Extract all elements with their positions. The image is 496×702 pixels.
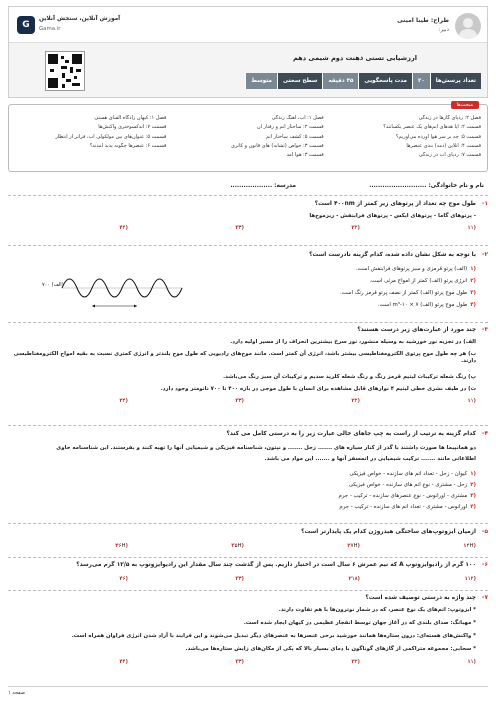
topics-grid	[15, 115, 481, 158]
option-1[interactable]: (۱۱	[467, 225, 476, 231]
divider	[8, 425, 488, 426]
question-text: چند واژه به درستی توصیف شده است؟	[365, 595, 476, 601]
statement-b: ب) هر چه طول موج پرتوی الکترومغناطیسی بیشتر باشد، انرژی آن کمتر است. مانند موج‌های رادیویی که طول موج بلندتر و انرژی کمتری نسبت به بقیه امواج الکترومغناطیسی دارند.	[13, 351, 476, 364]
option-3[interactable]: (۳۳	[235, 398, 244, 404]
option-3[interactable]: (۳۵H	[231, 543, 244, 549]
options-row	[12, 543, 476, 551]
divider	[8, 322, 488, 323]
topic-item: قسمت ۵: عنوان‌های بین مولکولی آب، فراتر از انتظار	[55, 133, 167, 140]
option-2[interactable]: (۲انرژی پرتو (الف) کمتر از امواج مرئی است.	[369, 278, 476, 284]
teacher-label: دبیر:	[438, 27, 449, 33]
brand-name: آموزش آنلاین، سنجش آنلاین	[39, 16, 121, 22]
definition-line: * ایزوتوپ: اتم‌های یک نوع عنصر، که در شمار نوترون‌ها با هم تفاوت دارند.	[278, 607, 476, 613]
topic-item: فصل ۲: ردپای گازها در زندگی	[418, 115, 481, 121]
option-4[interactable]: (۴اورانوس - مشتری - تعداد اتم های سازنده - ترکیب - جرم	[339, 504, 476, 510]
option-4[interactable]: (۴۴	[119, 225, 128, 231]
divider	[8, 557, 488, 558]
divider	[8, 245, 488, 246]
brand-url[interactable]: Gama.ir	[39, 26, 61, 32]
option-3[interactable]: (۳۳	[235, 659, 244, 665]
option-2[interactable]: (۲زحل - مشتری - نوع اتم های سازنده - خواص فیزیکی	[348, 482, 476, 488]
option-3[interactable]: (۳مشتری - اورانوس - نوع عنصرهای سازنده - ترکیب - جرم	[338, 493, 476, 499]
topic-item: قسمت ۲: ساختار اتم و رفتار آن	[257, 124, 324, 131]
divider	[8, 523, 488, 524]
question-text: ازمیان ایزوتوپ‌های ساختگی هیدروژن کدام یک پایدارتر است؟	[301, 529, 476, 535]
exam-header	[8, 6, 488, 98]
designer-name: طراح: طیبا امینی	[397, 17, 449, 24]
exam-title: ارزشیابی تستی ذهنت دوم شیمی دهم	[292, 54, 417, 62]
statement-a: الف) در تجزیه نور خورشید به وسیله منشور، نور سرخ بیشترین انحراف را از مسیر اولیه دارد.	[230, 339, 476, 345]
brand-logo-icon: G	[17, 16, 35, 34]
question-6	[8, 562, 488, 592]
question-text: طول موج چه تعداد از پرتوهای زیر کمتر از ۴۰۰nm است؟	[314, 201, 476, 207]
wave-label: (الف) ۷۰۰	[42, 282, 64, 288]
question-line: اطلاعاتی مانند ....... ترکیب شیمیایی در اتمسفر آنها و ....... این مواد می باشد.	[264, 456, 476, 462]
question-7	[8, 595, 488, 685]
topic-item: قسمت ۳: هوا آمد	[286, 152, 324, 158]
definition-line: * مهبانگ: صدای بلندی که در آغاز جهان توسط انفجار عظیمی در کیهان ایجاد شده است.	[243, 620, 476, 626]
divider	[8, 590, 488, 591]
question-text: چند مورد از عبارت‌های زیر درست هستند؟	[357, 327, 476, 333]
topic-item: قسمت ۵: چه بر سر هوا آورده می‌آوریم؟	[395, 133, 481, 140]
option-4[interactable]: (۴۶H	[115, 543, 128, 549]
sine-wave-icon	[42, 268, 192, 314]
topics-tag: مبحث‌ها	[451, 101, 479, 109]
question-text: با توجه به شکل نشان داده شده، کدام گزینه نادرست است؟	[309, 252, 476, 258]
question-text: کدام گزینه به ترتیب از راست به چپ جاهای خالی عبارت زیر را به درستی کامل می کند؟	[226, 431, 476, 437]
page-number: صفحه ۱	[8, 690, 25, 696]
option-2[interactable]: (۲۷H	[347, 543, 360, 549]
option-4[interactable]: (۴۶	[119, 576, 128, 582]
option-2[interactable]: (۲۲	[351, 225, 360, 231]
definition-line: * سحابی: مجموعه متراکمی از گازهای گوناگون با دمای بسیار بالا که یکی از مکان‌های زایش ستاره‌ها می‌باشد.	[185, 646, 476, 652]
topic-item: قسمت ۶: عنصرها چگونه پدید آمدند؟	[89, 142, 167, 149]
topics-box	[8, 104, 488, 172]
info-questions-value: ۲۰	[412, 73, 430, 89]
option-1[interactable]: (۱کیوان - زحل - تعداد اتم های سازنده - خواص فیزیکی	[349, 471, 476, 477]
option-1[interactable]: (۱۱	[467, 659, 476, 665]
question-1	[8, 201, 488, 241]
topic-item	[15, 152, 166, 158]
options-row	[12, 225, 476, 233]
brand[interactable]	[17, 14, 147, 38]
question-4	[8, 431, 488, 531]
question-text: ۱۰۰ گرم از رادیوایزوتوپ A که نیم عمرش ۶ سال است در اختیار داریم. پس از گذشت چند سال مقدار این رادیوایزوتوپ به ۱۲/۵ گرم می‌رسد؟	[76, 562, 476, 568]
question-line: - پرتوهای گاما - پرتوهای ایکس - پرتوهای فرابنفش - ریزموج‌ها	[309, 213, 476, 219]
topic-item: قسمت ۷: ردپای آب در زندگی	[418, 152, 481, 158]
question-number: ۴-	[482, 431, 488, 437]
option-4[interactable]: (۴طول موج پرتو (الف) m³-۱۰ × ۷ است.	[377, 302, 476, 308]
question-number: ۷-	[482, 595, 488, 601]
wave-figure	[42, 268, 192, 314]
divider	[8, 195, 488, 196]
avatar-icon	[455, 13, 481, 39]
option-2[interactable]: (۲۲	[351, 398, 360, 404]
info-duration-label: مدت پاسخگویی	[358, 73, 412, 89]
student-name-field[interactable]: نام و نام خانوادگی: ..........................	[369, 183, 484, 189]
option-3[interactable]: (۳۳	[235, 225, 244, 231]
option-1[interactable]: (۱۱۲	[464, 576, 476, 582]
topic-item: فصل ۱: کیهان زادگاه الفبای هستی	[94, 115, 167, 121]
options-row	[12, 398, 476, 406]
options-row	[12, 576, 476, 584]
question-number: ۳-	[482, 327, 488, 333]
question-number: ۶-	[482, 562, 488, 568]
options-row	[12, 659, 476, 667]
footer-divider	[8, 686, 488, 687]
topic-item: قسمت ۳: خواص (تشابه) های قانون و کاتری	[231, 142, 324, 149]
option-1[interactable]: (۱(الف) پرتو قرمزی و سبز پرتوهای فرابنفش است.	[355, 266, 476, 272]
topic-item: فصل ۱: آب، آهنگ زندگی	[271, 115, 324, 121]
topic-item: قسمت ۷: اندکسوختری واکنش‌ها	[98, 124, 167, 131]
info-duration-value: ۴۵ دقیقه	[322, 73, 358, 89]
statement-c: پ) رنگ شعله ترکیبات لیتیم قرمز رنگ و رنگ شعله کلرید سدیم و ترکیبات آن سبز رنگ می‌باشد.	[223, 374, 476, 380]
topic-item: قسمت ۵: کشف ساختار اتم	[265, 133, 324, 140]
option-3[interactable]: (۳۳	[235, 576, 244, 582]
question-number: ۲-	[482, 252, 488, 258]
option-1[interactable]: (۱۱	[467, 398, 476, 404]
question-line: دو همانپیما ها صورت داشتند با گذر از کنار سیاره های ....... زحل ....... و نپتون، شناسنامه فیزیکی و شیمیایی آنها را تهیه کنند و بفرستند. این شناسنامه حاوی	[56, 445, 476, 451]
option-4[interactable]: (۴۴	[119, 398, 128, 404]
qr-code-icon	[45, 51, 85, 91]
question-number: ۵-	[482, 529, 488, 535]
option-3[interactable]: (۳طول موج پرتو (الف) کمتر از نصف پرتو قرمز رنگ است.	[340, 290, 476, 296]
option-2[interactable]: (۲۲	[351, 659, 360, 665]
question-number: ۱-	[482, 201, 488, 207]
question-3	[8, 327, 488, 423]
topic-item: قسمت ۴: آنلاین (دمه) بندی عنصرها	[406, 142, 481, 149]
exam-info-bar	[245, 73, 481, 89]
statement-d: ت) در طیف نشری خطی لیتیم ۴ نوارهای قابل مشاهده برای انسان با طول موجی در بازه ۴۰۰ تا ۷۰۰ نانومتر وجود دارد.	[160, 386, 476, 392]
option-2[interactable]: (۲۱۸	[348, 576, 360, 582]
header-top-band	[9, 7, 487, 43]
school-field[interactable]: مدرسه: ...................	[230, 183, 296, 189]
topic-item: قسمت ۲: آیا هدهای اتم‌های یک عنصر یکسانند؟	[383, 124, 481, 131]
question-5	[8, 529, 488, 559]
option-1[interactable]: (۱۴H	[463, 543, 476, 549]
info-questions-label: تعداد پرسش‌ها	[430, 73, 481, 89]
info-difficulty-label: سطح سختی	[277, 73, 322, 89]
info-difficulty-value: متوسط	[245, 73, 277, 89]
definition-line: * واکنش‌های هسته‌ای: درون ستاره‌ها همانند خورشید برخی عنصرها به عنصرهای دیگر تبدیل می‌شوند و این فرایند با آزاد شدن انرژی فراوان همراه است.	[71, 633, 476, 639]
option-4[interactable]: (۴۴	[119, 659, 128, 665]
